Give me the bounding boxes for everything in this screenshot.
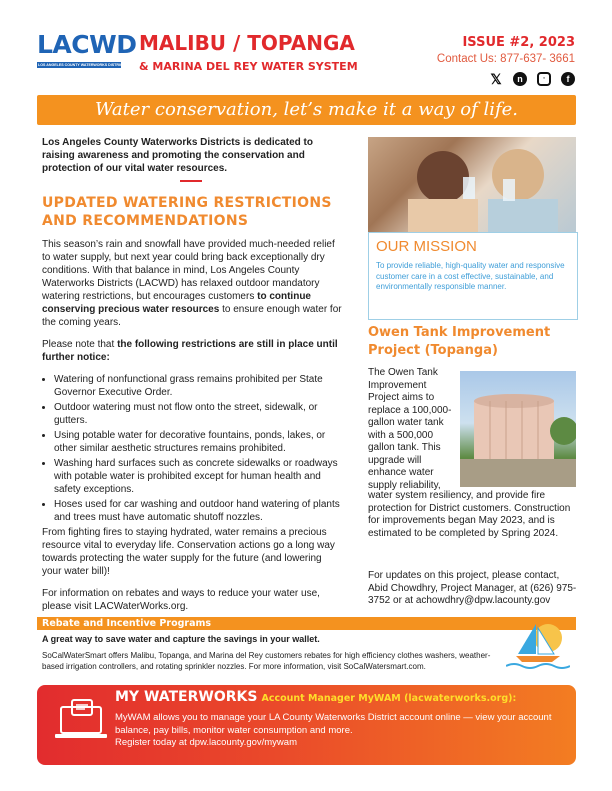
restrictions-para1 [42,238,342,329]
waterworks-title: MY WATERWORKS [115,689,258,705]
logo: LACWD [37,30,137,59]
facebook-icon[interactable]: f [561,72,575,86]
divider [180,180,202,182]
restrictions-para4: For information on rebates and ways to reduce your water use, please visit LACWaterWorks.org. [42,588,320,612]
list-item: • Watering of nonfunctional grass remains prohibited per State Governor Executive Order. [54,373,342,399]
kids-drinking-water-image [368,137,576,232]
nextdoor-icon[interactable]: n [513,72,527,86]
intro-text: Los Angeles County Waterworks Districts is dedicated to raising awareness and promoting the conservation and protection of our vital water resources. [42,137,313,174]
mission-text: To provide reliable, high-quality water and responsive customer care in a cost effective, sustainable, and environmentally responsible manner. [376,261,565,291]
x-icon[interactable]: 𝕏 [490,71,502,87]
restrictions-body [42,238,342,613]
owen-contact: For updates on this project, please contact, Abid Chowdhry, Project Manager, at (626) 975-3752 or at achowdhry@dpw.lacounty.gov [368,570,577,606]
list-item: • Using potable water for decorative fountains, ponds, lakes, or other similar aesthetic structures remains prohibited. [54,429,342,455]
logo-waves-icon [37,55,119,62]
my-waterworks-heading [115,689,516,705]
restrictions-list [42,373,342,524]
para1-bold: to continue conserving precious water resources [42,291,311,315]
title-line1: MALIBU / TOPANGA [139,31,355,55]
account-manager-link[interactable]: Account Manager MyWAM (lacwaterworks.org): [261,693,517,704]
restrictions-para3: From fighting fires to staying hydrated, water remains a precious resource vital to everyday life. Conservation actions go a long way towards protecting the water supply for the future (and lowering your water bill)! [42,527,335,577]
instagram-icon[interactable]: ◦ [537,72,551,86]
owen-heading: Owen Tank Improvement Project (Topanga) [368,325,551,358]
para1-text-end: to ensure enough water for the coming years. [42,304,342,328]
sailboat-icon [506,620,570,670]
register-link[interactable]: Register today at dpw.lacounty.gov/mywam [115,737,297,748]
para1-text: This season’s rain and snowfall have provided much-needed relief to water supply, but next year could bring back exceptionally dry conditions. With that balance in mind, Los Angeles County Waterworks Districts (LACWD) has relaxed outdoor mandatory watering restrictions, but encourages customers [42,239,335,302]
waterworks-description: MyWAM allows you to manage your LA County Waterworks District account online — view your account balance, pay bills, monitor water consumption and more. [115,712,552,736]
rebate-tagline: A great way to save water and capture the savings in your wallet. [42,634,320,644]
para2-bold: the following restrictions are still in place until further notice: [42,339,338,363]
restrictions-heading: UPDATED WATERING RESTRICTIONS AND RECOMMENDATIONS [42,195,332,229]
owen-text: The Owen Tank Improvement Project aims to replace a 100,000-gallon water tank with a 500,000 gallon tank. This upgrade will enhance water supply reliability, [368,367,452,491]
slogan-banner [37,95,576,125]
restrictions-para2 [42,338,342,364]
issue-label: ISSUE #2, 2023 [462,35,575,50]
title-line2: & MARINA DEL REY WATER SYSTEM [139,60,358,73]
rebate-heading: Rebate and Incentive Programs [42,618,212,629]
list-item: • Washing hard surfaces such as concrete sidewalks or roadways with potable water is prohibited except for human health and safety exceptions. [54,457,342,496]
slogan-text: Water conservation, let’s make it a way of life. [94,99,519,120]
para2-text: Please note that [42,339,118,350]
mission-heading: OUR MISSION [376,238,477,255]
social-links [489,72,575,86]
laptop-icon [55,697,107,747]
rebate-text: SoCalWaterSmart offers Malibu, Topanga, and Marina del Rey customers rebates for high efficiency clothes washers, weather-based irrigation controllers, and rotating sprinkler nozzles. For more information, visit SoCalWatersmart.com. [42,651,491,671]
owen-text-continued: water system resiliency, and provide fire protection for District customers. Construction for improvements began May 2023, and is estimated to be completed by Spring 2024. [368,490,571,539]
my-waterworks-text [115,712,565,750]
contact-phone[interactable]: Contact Us: 877-637- 3661 [436,53,575,65]
logo-subtitle: LOS ANGELES COUNTY WATERWORKS DISTRICTS [38,63,128,67]
water-tank-image [460,371,576,487]
list-item: • Outdoor watering must not flow onto the street, sidewalk, or gutters. [54,401,342,427]
list-item: • Hoses used for car washing and outdoor hand watering of plants and trees must have automatic shutoff nozzles. [54,498,342,524]
